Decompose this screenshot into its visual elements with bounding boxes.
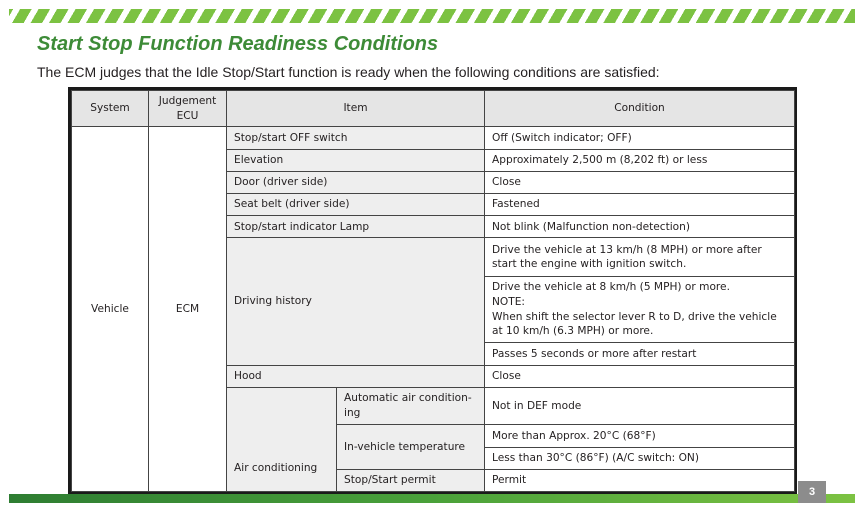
sub-item-cell: Automatic air condition-ing bbox=[337, 387, 485, 424]
conditions-table-frame bbox=[68, 87, 797, 495]
item-cell: Stop/start indicator Lamp bbox=[227, 216, 485, 238]
header-system: System bbox=[72, 91, 149, 127]
bottom-bar bbox=[9, 494, 855, 503]
top-stripe-bar bbox=[9, 9, 855, 23]
item-cell: Elevation bbox=[227, 149, 485, 171]
condition-cell: Less than 30°C (86°F) (A/C switch: ON) bbox=[485, 447, 795, 469]
item-cell: Stop/start OFF switch bbox=[227, 127, 485, 149]
condition-cell: Close bbox=[485, 365, 795, 387]
condition-cell: Not blink (Malfunction non-detection) bbox=[485, 216, 795, 238]
condition-note-label: NOTE: bbox=[492, 296, 525, 309]
header-condition: Condition bbox=[485, 91, 795, 127]
condition-note-text: When shift the selector lever R to D, drive the vehicle at 10 km/h (6.3 MPH) or more. bbox=[492, 310, 777, 338]
condition-cell: More than Approx. 20°C (68°F) bbox=[485, 425, 795, 447]
item-cell-hood: Hood bbox=[227, 365, 485, 387]
header-item: Item bbox=[227, 91, 485, 127]
condition-cell: Passes 5 seconds or more after restart bbox=[485, 343, 795, 365]
condition-cell: Drive the vehicle at 13 km/h (8 MPH) or more after start the engine with ignition switch. bbox=[485, 238, 795, 276]
table-header-row bbox=[72, 91, 795, 127]
page-number: 3 bbox=[798, 481, 826, 503]
sub-item-cell: Stop/Start permit bbox=[337, 469, 485, 491]
item-cell-driving-history: Driving history bbox=[227, 238, 485, 365]
ecu-cell: ECM bbox=[149, 127, 227, 492]
conditions-table bbox=[71, 90, 795, 492]
sub-item-cell: In-vehicle temperature bbox=[337, 425, 485, 469]
header-judgement-ecu: Judgement ECU bbox=[149, 91, 227, 127]
condition-cell: Off (Switch indicator; OFF) bbox=[485, 127, 795, 149]
condition-line: Drive the vehicle at 8 km/h (5 MPH) or more. bbox=[492, 281, 730, 294]
system-cell: Vehicle bbox=[72, 127, 149, 492]
condition-cell: Approximately 2,500 m (8,202 ft) or less bbox=[485, 149, 795, 171]
item-cell: Seat belt (driver side) bbox=[227, 194, 485, 216]
page-title: Start Stop Function Readiness Conditions bbox=[37, 33, 439, 55]
item-cell-air-conditioning: Air conditioning bbox=[227, 387, 337, 491]
condition-cell: Close bbox=[485, 171, 795, 193]
table-row bbox=[72, 127, 795, 149]
condition-cell: Not in DEF mode bbox=[485, 387, 795, 424]
page-subtitle: The ECM judges that the Idle Stop/Start function is ready when the following conditions are satisfied: bbox=[37, 64, 660, 80]
condition-cell bbox=[485, 276, 795, 343]
item-cell: Door (driver side) bbox=[227, 171, 485, 193]
condition-cell: Permit bbox=[485, 469, 795, 491]
condition-cell: Fastened bbox=[485, 194, 795, 216]
